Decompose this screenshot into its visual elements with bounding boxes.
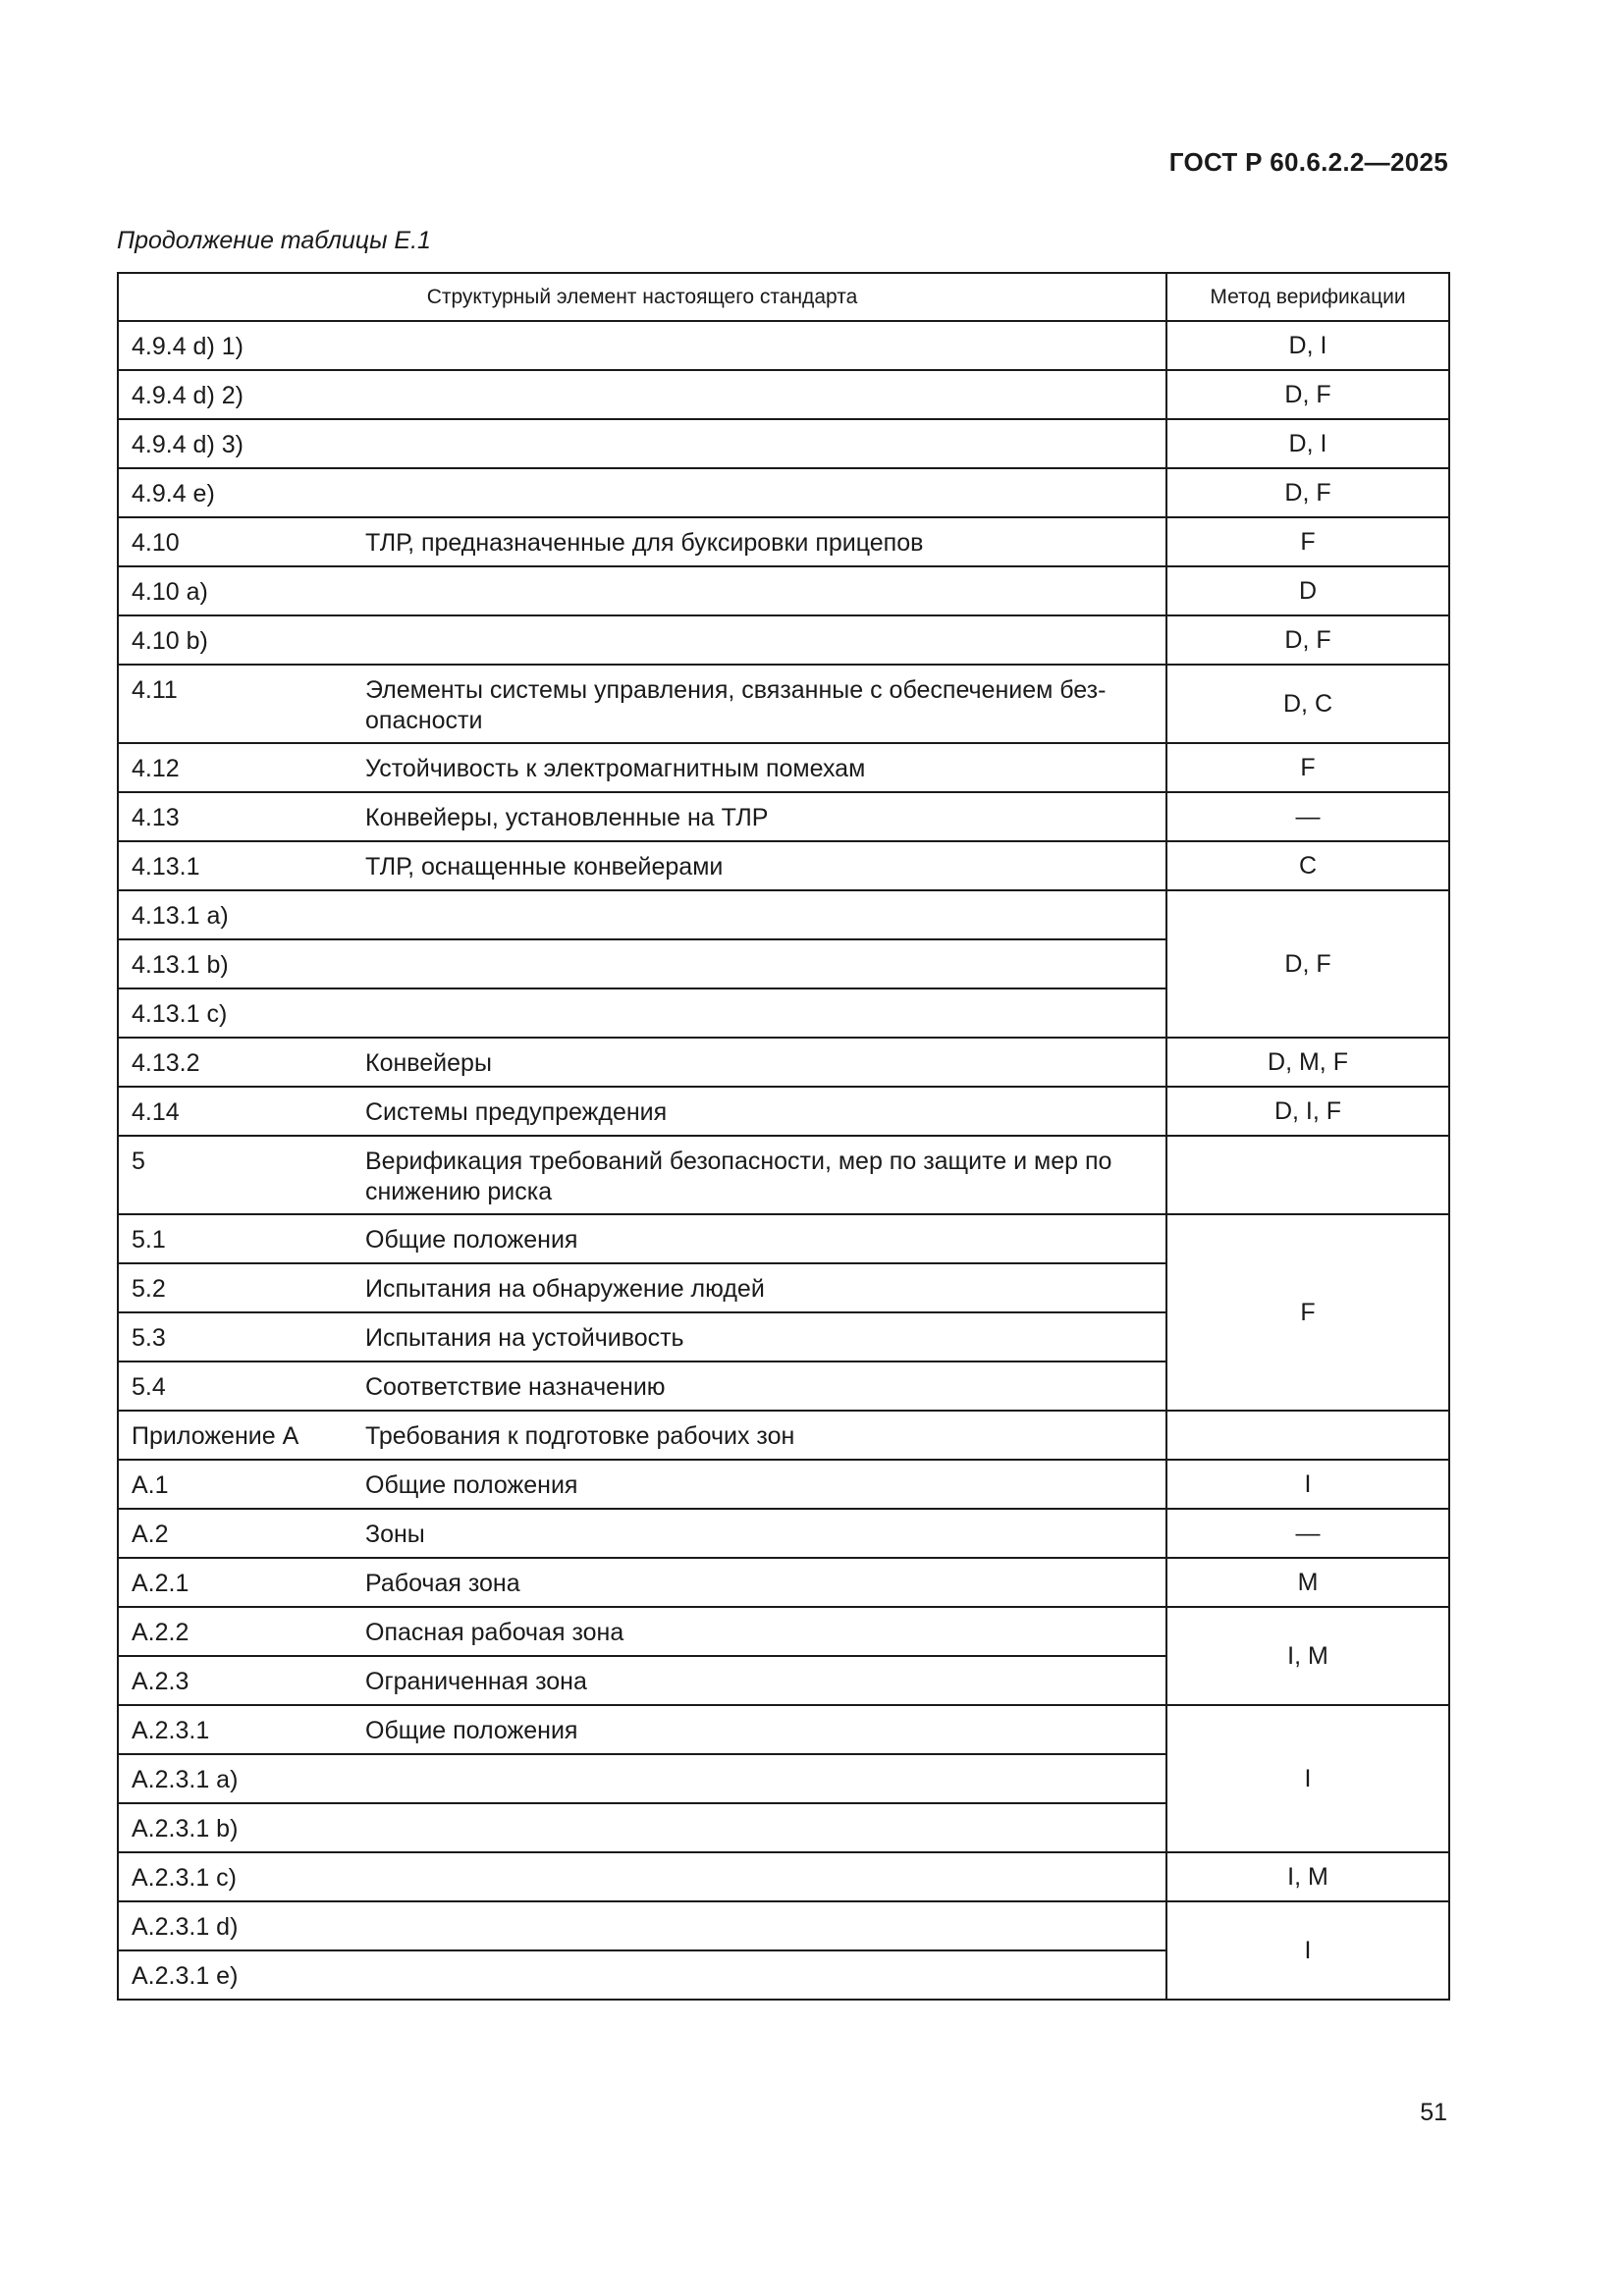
verification-method: M xyxy=(1166,1558,1449,1607)
table-row xyxy=(118,1607,1449,1656)
section-title: Требования к подготовке рабочих зон xyxy=(365,1422,795,1450)
table-row xyxy=(118,517,1449,566)
section-number: 4.10 b) xyxy=(132,627,208,655)
table-row xyxy=(118,1136,1449,1214)
section-title xyxy=(365,1961,1154,1992)
verification-method: I xyxy=(1166,1460,1449,1509)
section-title xyxy=(365,1912,1154,1943)
section-title: Устойчивость к электромагнитным помехам xyxy=(365,755,866,782)
section-number: А.2.3.1 xyxy=(132,1717,210,1744)
verification-method: F xyxy=(1166,517,1449,566)
section-title xyxy=(365,577,1154,608)
verification-method: D, I xyxy=(1166,419,1449,468)
section-number: А.2.1 xyxy=(132,1570,189,1597)
verification-method: I xyxy=(1166,1705,1449,1852)
verification-method: D, F xyxy=(1166,468,1449,517)
section-title: Общие положения xyxy=(365,1471,578,1499)
section-number: 4.13.2 xyxy=(132,1049,200,1077)
section-number: 4.12 xyxy=(132,755,180,782)
section-title: Элементы системы управления, связанные с обеспечением без-опасности xyxy=(365,676,1107,734)
section-number: 4.9.4 d) 2) xyxy=(132,382,244,409)
section-title: Соответствие назначению xyxy=(365,1373,666,1401)
section-title: Испытания на устойчивость xyxy=(365,1324,684,1352)
section-number: 4.13.1 xyxy=(132,853,200,881)
column-header-structural-element: Структурный элемент настоящего стандарта xyxy=(118,273,1166,321)
table-row xyxy=(118,1460,1449,1509)
verification-method: D, F xyxy=(1166,615,1449,665)
table-caption: Продолжение таблицы Е.1 xyxy=(117,227,431,254)
verification-method: D, I xyxy=(1166,321,1449,370)
section-number: А.2.3.1 e) xyxy=(132,1962,239,1990)
section-number: А.1 xyxy=(132,1471,169,1499)
table-row xyxy=(118,1901,1449,1950)
section-number: 4.14 xyxy=(132,1098,180,1126)
table-row xyxy=(118,1214,1449,1263)
section-number: 4.10 xyxy=(132,529,180,557)
verification-table xyxy=(117,272,1450,2001)
section-title xyxy=(365,999,1154,1030)
section-number: А.2.3.1 b) xyxy=(132,1815,239,1842)
section-number: 5 xyxy=(132,1148,145,1175)
section-title: Общие положения xyxy=(365,1717,578,1744)
verification-method: I, M xyxy=(1166,1852,1449,1901)
section-number: 4.13 xyxy=(132,804,180,831)
section-number: 4.9.4 e) xyxy=(132,480,215,507)
document-code: ГОСТ Р 60.6.2.2—2025 xyxy=(1168,147,1448,177)
table-row xyxy=(118,1038,1449,1087)
section-title: ТЛР, оснащенные конвейерами xyxy=(365,853,724,881)
verification-method: D xyxy=(1166,566,1449,615)
section-title: Общие положения xyxy=(365,1226,578,1254)
section-number: 5.2 xyxy=(132,1275,166,1303)
section-title: Зоны xyxy=(365,1521,425,1548)
section-title xyxy=(365,430,1154,460)
table-row xyxy=(118,841,1449,890)
section-title xyxy=(365,1765,1154,1795)
table-row xyxy=(118,743,1449,792)
table-row xyxy=(118,615,1449,665)
section-title: Верификация требований безопасности, мер по защите и мер по снижению риска xyxy=(365,1148,1112,1205)
table-row xyxy=(118,1411,1449,1460)
verification-method: C xyxy=(1166,841,1449,890)
table-row xyxy=(118,1705,1449,1754)
table-row xyxy=(118,792,1449,841)
section-number: 5.4 xyxy=(132,1373,166,1401)
table-row xyxy=(118,370,1449,419)
section-title xyxy=(365,1814,1154,1844)
verification-method: D, F xyxy=(1166,890,1449,1038)
section-number: А.2 xyxy=(132,1521,169,1548)
section-title: Конвейеры, установленные на ТЛР xyxy=(365,804,769,831)
section-number: 4.11 xyxy=(132,676,178,704)
section-number: Приложение А xyxy=(132,1422,299,1450)
section-number: 4.10 a) xyxy=(132,578,208,606)
section-number: 5.3 xyxy=(132,1324,166,1352)
verification-method: I, M xyxy=(1166,1607,1449,1705)
section-number: 4.9.4 d) 1) xyxy=(132,333,244,360)
verification-method: D, M, F xyxy=(1166,1038,1449,1087)
section-number: 4.13.1 a) xyxy=(132,902,229,930)
section-title xyxy=(365,901,1154,932)
verification-method: — xyxy=(1166,792,1449,841)
verification-method: — xyxy=(1166,1509,1449,1558)
verification-method: D, I, F xyxy=(1166,1087,1449,1136)
column-header-verification-method: Метод верификации xyxy=(1166,273,1449,321)
table-row xyxy=(118,1852,1449,1901)
section-title: Системы предупреждения xyxy=(365,1098,668,1126)
table-row xyxy=(118,890,1449,939)
section-number: 4.13.1 b) xyxy=(132,951,229,979)
verification-method xyxy=(1166,1411,1449,1460)
section-number: А.2.2 xyxy=(132,1619,189,1646)
section-title xyxy=(365,950,1154,981)
section-title xyxy=(365,626,1154,657)
section-title: Ограниченная зона xyxy=(365,1668,587,1695)
verification-method: F xyxy=(1166,1214,1449,1411)
section-title xyxy=(365,1863,1154,1894)
section-title: ТЛР, предназначенные для буксировки прицепов xyxy=(365,529,924,557)
table-row xyxy=(118,1558,1449,1607)
section-number: А.2.3 xyxy=(132,1668,189,1695)
verification-method: D, F xyxy=(1166,370,1449,419)
table-row xyxy=(118,321,1449,370)
section-title: Испытания на обнаружение людей xyxy=(365,1275,765,1303)
table-row xyxy=(118,1509,1449,1558)
verification-method: F xyxy=(1166,743,1449,792)
verification-method xyxy=(1166,1136,1449,1214)
section-title: Рабочая зона xyxy=(365,1570,520,1597)
section-number: А.2.3.1 c) xyxy=(132,1864,237,1892)
section-number: А.2.3.1 d) xyxy=(132,1913,239,1941)
verification-method: D, C xyxy=(1166,665,1449,743)
table-row xyxy=(118,419,1449,468)
section-number: 4.13.1 c) xyxy=(132,1000,228,1028)
section-title: Опасная рабочая зона xyxy=(365,1619,624,1646)
table-row xyxy=(118,468,1449,517)
table-row xyxy=(118,1087,1449,1136)
section-number: 5.1 xyxy=(132,1226,166,1254)
page-number: 51 xyxy=(1420,2099,1447,2126)
section-title xyxy=(365,332,1154,362)
section-title xyxy=(365,381,1154,411)
table-row xyxy=(118,566,1449,615)
section-number: А.2.3.1 a) xyxy=(132,1766,239,1793)
section-title xyxy=(365,479,1154,509)
table-row xyxy=(118,665,1449,743)
section-title: Конвейеры xyxy=(365,1049,492,1077)
section-number: 4.9.4 d) 3) xyxy=(132,431,244,458)
verification-method: I xyxy=(1166,1901,1449,2000)
